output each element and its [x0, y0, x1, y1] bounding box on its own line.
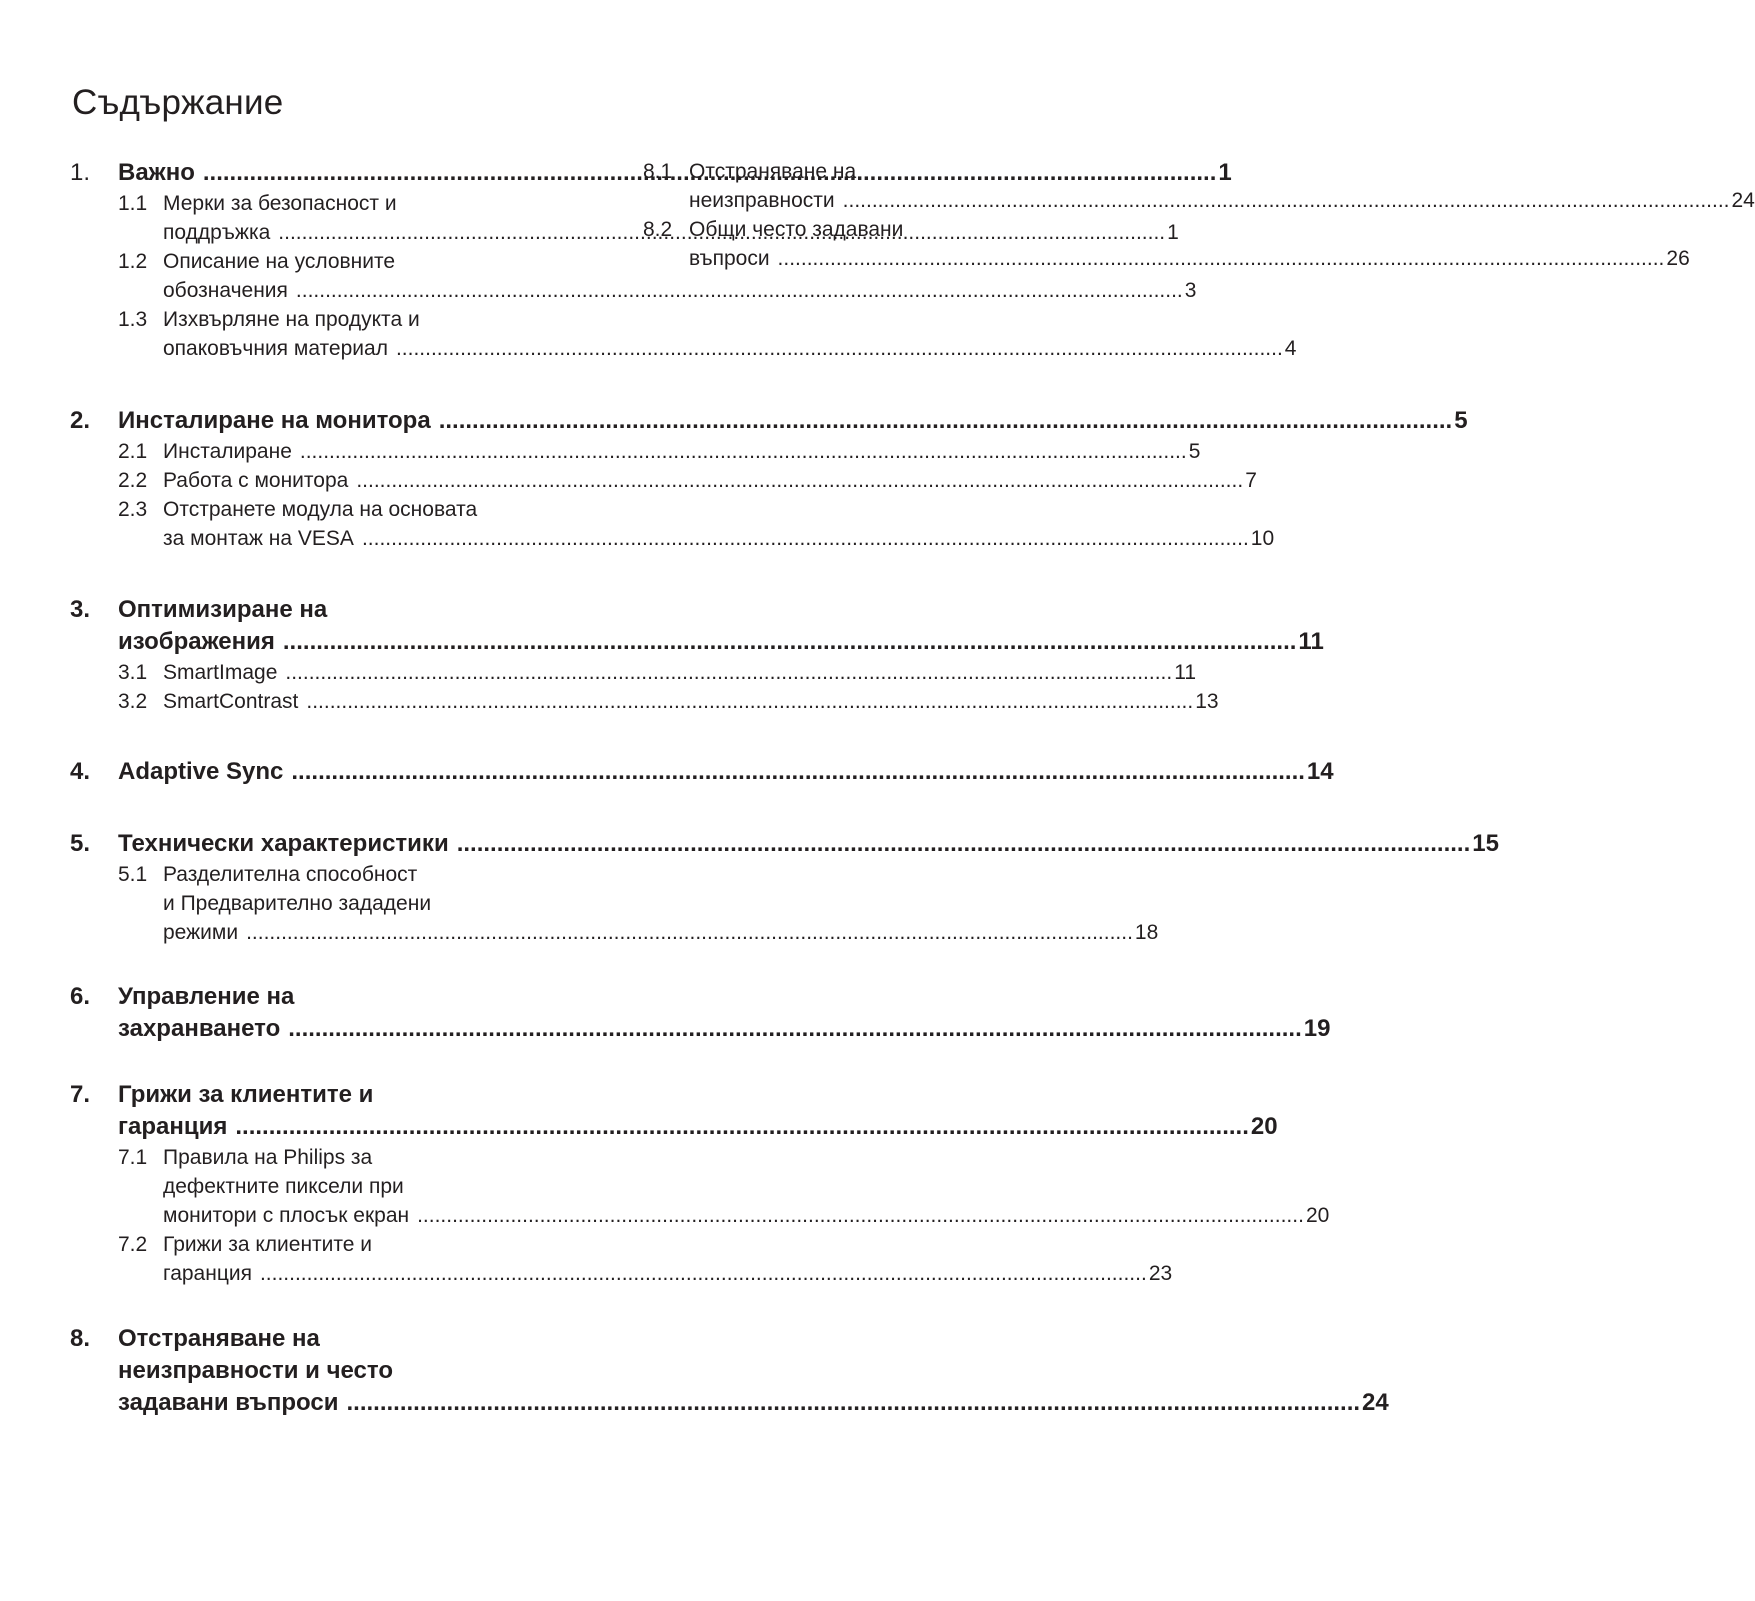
- toc-subentry[interactable]: [643, 215, 1690, 273]
- subentry-text: SmartContrast: [163, 690, 299, 713]
- subentry-body: [163, 305, 1296, 363]
- subentry-text: дефектните пиксели при: [163, 1175, 404, 1198]
- subentry-body: [163, 437, 1200, 466]
- subentry-line: [163, 687, 1219, 716]
- section-text: изображения: [118, 628, 275, 655]
- subentry-line: [163, 1201, 1329, 1230]
- section-title: [118, 828, 1499, 860]
- subentry-line: [163, 524, 1274, 553]
- subentry-line: [163, 1143, 1329, 1172]
- subentry-body: [163, 1143, 1329, 1230]
- subentry-line: [163, 276, 1196, 305]
- subentry-text: обозначения: [163, 279, 288, 302]
- subentry-page-number: 11: [1174, 661, 1197, 684]
- subentry-text: за монтаж на VESA: [163, 527, 354, 550]
- subentry-body: [163, 466, 1257, 495]
- section-page-number: 14: [1306, 758, 1334, 785]
- subentry-body: [163, 495, 1274, 553]
- subentry-body: [163, 860, 1158, 947]
- toc-section-heading[interactable]: [70, 405, 1468, 437]
- toc-section: [70, 756, 1334, 788]
- section-text: Технически характеристики: [118, 830, 449, 857]
- section-number: 7.: [70, 1081, 91, 1108]
- subentry-line: [163, 1230, 1172, 1259]
- subentry-body: [163, 687, 1219, 716]
- subentry-text: Общи често задавани: [689, 218, 904, 241]
- subentry-page-number: 5: [1188, 440, 1201, 463]
- section-text: гаранция: [118, 1113, 228, 1140]
- section-page-number: 15: [1472, 830, 1499, 857]
- section-title: [118, 1079, 1278, 1143]
- subentry-number: 1.1: [118, 192, 148, 215]
- subentry-line: [689, 186, 1755, 215]
- subentry-number: 3.1: [118, 661, 148, 684]
- subentry-text: монитори с плосък екран: [163, 1204, 410, 1227]
- subentry-text: Разделителна способност: [163, 863, 418, 886]
- subentry-line: [163, 658, 1196, 687]
- toc-subentry[interactable]: [118, 1143, 1330, 1230]
- subentry-text: въпроси: [689, 247, 770, 270]
- subentry-page-number: 1: [1167, 221, 1179, 244]
- toc-section-heading[interactable]: [70, 1323, 1389, 1419]
- section-number: 3.: [70, 596, 91, 623]
- toc-subentry[interactable]: [118, 860, 1159, 947]
- section-line: [118, 594, 1324, 626]
- leader-dots: [417, 1201, 1304, 1230]
- section-page-number: 5: [1454, 407, 1468, 434]
- section-text: Отстраняване на: [118, 1325, 320, 1352]
- leader-dots: [296, 276, 1183, 305]
- subentry-text: неизправности: [689, 189, 835, 212]
- leader-dots: [362, 524, 1249, 553]
- subentry-body: [163, 1230, 1172, 1288]
- section-title: [118, 594, 1324, 658]
- section-page-number: 20: [1250, 1113, 1278, 1140]
- subentry-text: Отстранете модула на основата: [163, 498, 478, 521]
- subentry-number: 5.1: [118, 863, 148, 886]
- toc-section: [70, 981, 1331, 1045]
- section-title: [118, 1323, 1389, 1419]
- section-number: 6.: [70, 983, 91, 1010]
- subentry-body: [689, 157, 1755, 215]
- toc-section: [70, 1323, 1389, 1419]
- subentry-text: Инсталиране: [163, 440, 292, 463]
- toc-section: [70, 1079, 1330, 1288]
- leader-dots: [778, 244, 1665, 273]
- leader-dots: [283, 626, 1297, 658]
- section-number: 2.: [70, 407, 91, 434]
- subentry-number: 2.2: [118, 469, 148, 492]
- section-number: 8.: [70, 1325, 91, 1352]
- subentry-text: Отстраняване на: [689, 160, 857, 183]
- page-title: Съдържание: [72, 83, 284, 122]
- subentry-text: Работа с монитора: [163, 469, 349, 492]
- subentry-number: 3.2: [118, 690, 148, 713]
- toc-subentry[interactable]: [118, 305, 1297, 363]
- leader-dots: [285, 658, 1172, 687]
- leader-dots: [396, 334, 1283, 363]
- subentry-line: [163, 466, 1257, 495]
- subentry-text: Мерки за безопасност и: [163, 192, 397, 215]
- subentry-number: 7.1: [118, 1146, 148, 1169]
- section-page-number: 1: [1218, 159, 1232, 186]
- section-line: [118, 1355, 1389, 1387]
- subentry-page-number: 26: [1666, 247, 1690, 270]
- toc-section-heading[interactable]: [70, 828, 1499, 860]
- subentry-page-number: 10: [1250, 527, 1275, 550]
- subentry-text: гаранция: [163, 1262, 252, 1285]
- toc-subentry[interactable]: [118, 495, 1275, 553]
- subentry-page-number: 7: [1245, 469, 1257, 492]
- section-title: [118, 981, 1330, 1045]
- section-line: [118, 405, 1468, 437]
- leader-dots: [291, 756, 1305, 788]
- subentry-text: поддръжка: [163, 221, 271, 244]
- section-text: Оптимизиране на: [118, 596, 328, 623]
- section-page-number: 24: [1362, 1389, 1389, 1416]
- subentry-line: [163, 1259, 1172, 1288]
- subentry-line: [163, 918, 1158, 947]
- section-line: [118, 1111, 1278, 1143]
- toc-subentry[interactable]: [118, 687, 1219, 716]
- section-line: [118, 1323, 1389, 1355]
- subentry-number: 1.3: [118, 308, 148, 331]
- subentry-page-number: 4: [1284, 337, 1297, 360]
- leader-dots: [457, 828, 1471, 860]
- section-line: [118, 1387, 1389, 1419]
- subentry-text: и Предварително зададени: [163, 892, 432, 915]
- subentry-line: [689, 157, 1755, 186]
- section-title: [118, 405, 1468, 437]
- subentry-page-number: 24: [1731, 189, 1755, 212]
- toc-section: [70, 405, 1468, 553]
- subentry-page-number: 20: [1305, 1204, 1330, 1227]
- subentry-text: Правила на Philips за: [163, 1146, 373, 1169]
- subentry-text: Изхвърляне на продукта и: [163, 308, 420, 331]
- section-number: 4.: [70, 758, 91, 785]
- subentry-body: [689, 215, 1690, 273]
- subentry-text: опаковъчния материал: [163, 337, 388, 360]
- subentry-page-number: 3: [1184, 279, 1197, 302]
- subentry-number: 2.3: [118, 498, 148, 521]
- subentry-text: SmartImage: [163, 661, 278, 684]
- toc-subentry[interactable]: [118, 658, 1197, 687]
- section-text: неизправности и често: [118, 1357, 393, 1384]
- leader-dots: [306, 687, 1193, 716]
- toc-right-column: [643, 157, 1755, 273]
- subentry-line: [163, 1172, 1329, 1201]
- section-page-number: 19: [1303, 1015, 1331, 1042]
- section-line: [118, 1079, 1278, 1111]
- subentry-number: 8.2: [643, 218, 673, 241]
- toc-subentry[interactable]: [118, 466, 1257, 495]
- section-text: захранването: [118, 1015, 281, 1042]
- leader-dots: [300, 437, 1187, 466]
- section-number: 5.: [70, 830, 91, 857]
- subentry-line: [163, 889, 1158, 918]
- toc-section-heading[interactable]: [70, 756, 1334, 788]
- subentry-text: Грижи за клиентите и: [163, 1233, 373, 1256]
- section-line: [118, 1013, 1330, 1045]
- section-text: задавани въпроси: [118, 1389, 339, 1416]
- section-line: [118, 828, 1499, 860]
- leader-dots: [347, 1387, 1361, 1419]
- subentry-body: [163, 658, 1196, 687]
- subentry-line: [163, 860, 1158, 889]
- section-text: Управление на: [118, 983, 295, 1010]
- toc-section: [70, 828, 1499, 947]
- subentry-line: [163, 495, 1274, 524]
- toc-section: [70, 594, 1324, 716]
- subentry-page-number: 18: [1134, 921, 1159, 944]
- leader-dots: [356, 466, 1243, 495]
- leader-dots: [288, 1013, 1302, 1045]
- subentry-line: [689, 244, 1690, 273]
- subentry-text: Описание на условните: [163, 250, 396, 273]
- subentry-line: [689, 215, 1690, 244]
- section-text: Инсталиране на монитора: [118, 407, 431, 434]
- section-line: [118, 756, 1334, 788]
- subentry-line: [163, 305, 1296, 334]
- section-text: Важно: [118, 159, 195, 186]
- toc-subentry[interactable]: [118, 437, 1201, 466]
- leader-dots: [246, 918, 1133, 947]
- subentry-page-number: 23: [1148, 1262, 1173, 1285]
- leader-dots: [260, 1259, 1147, 1288]
- leader-dots: [843, 186, 1730, 215]
- toc-subentry[interactable]: [643, 157, 1755, 215]
- toc-subentry[interactable]: [118, 1230, 1173, 1288]
- subentry-number: 1.2: [118, 250, 148, 273]
- section-line: [118, 626, 1324, 658]
- section-title: [118, 756, 1334, 788]
- subentry-page-number: 13: [1195, 690, 1219, 713]
- leader-dots: [235, 1111, 1249, 1143]
- subentry-number: 2.1: [118, 440, 148, 463]
- subentry-number: 8.1: [643, 160, 673, 183]
- section-page-number: 11: [1298, 628, 1324, 655]
- section-text: Adaptive Sync: [118, 758, 284, 785]
- section-number: 1.: [70, 159, 91, 186]
- section-text: Грижи за клиентите и: [118, 1081, 374, 1108]
- subentry-text: режими: [163, 921, 239, 944]
- subentry-line: [163, 334, 1296, 363]
- toc-section-heading[interactable]: [70, 1079, 1278, 1143]
- section-line: [118, 981, 1330, 1013]
- subentry-number: 7.2: [118, 1233, 148, 1256]
- toc-section-heading[interactable]: [70, 981, 1331, 1045]
- toc-section-heading[interactable]: [70, 594, 1324, 658]
- subentry-line: [163, 437, 1200, 466]
- leader-dots: [439, 405, 1453, 437]
